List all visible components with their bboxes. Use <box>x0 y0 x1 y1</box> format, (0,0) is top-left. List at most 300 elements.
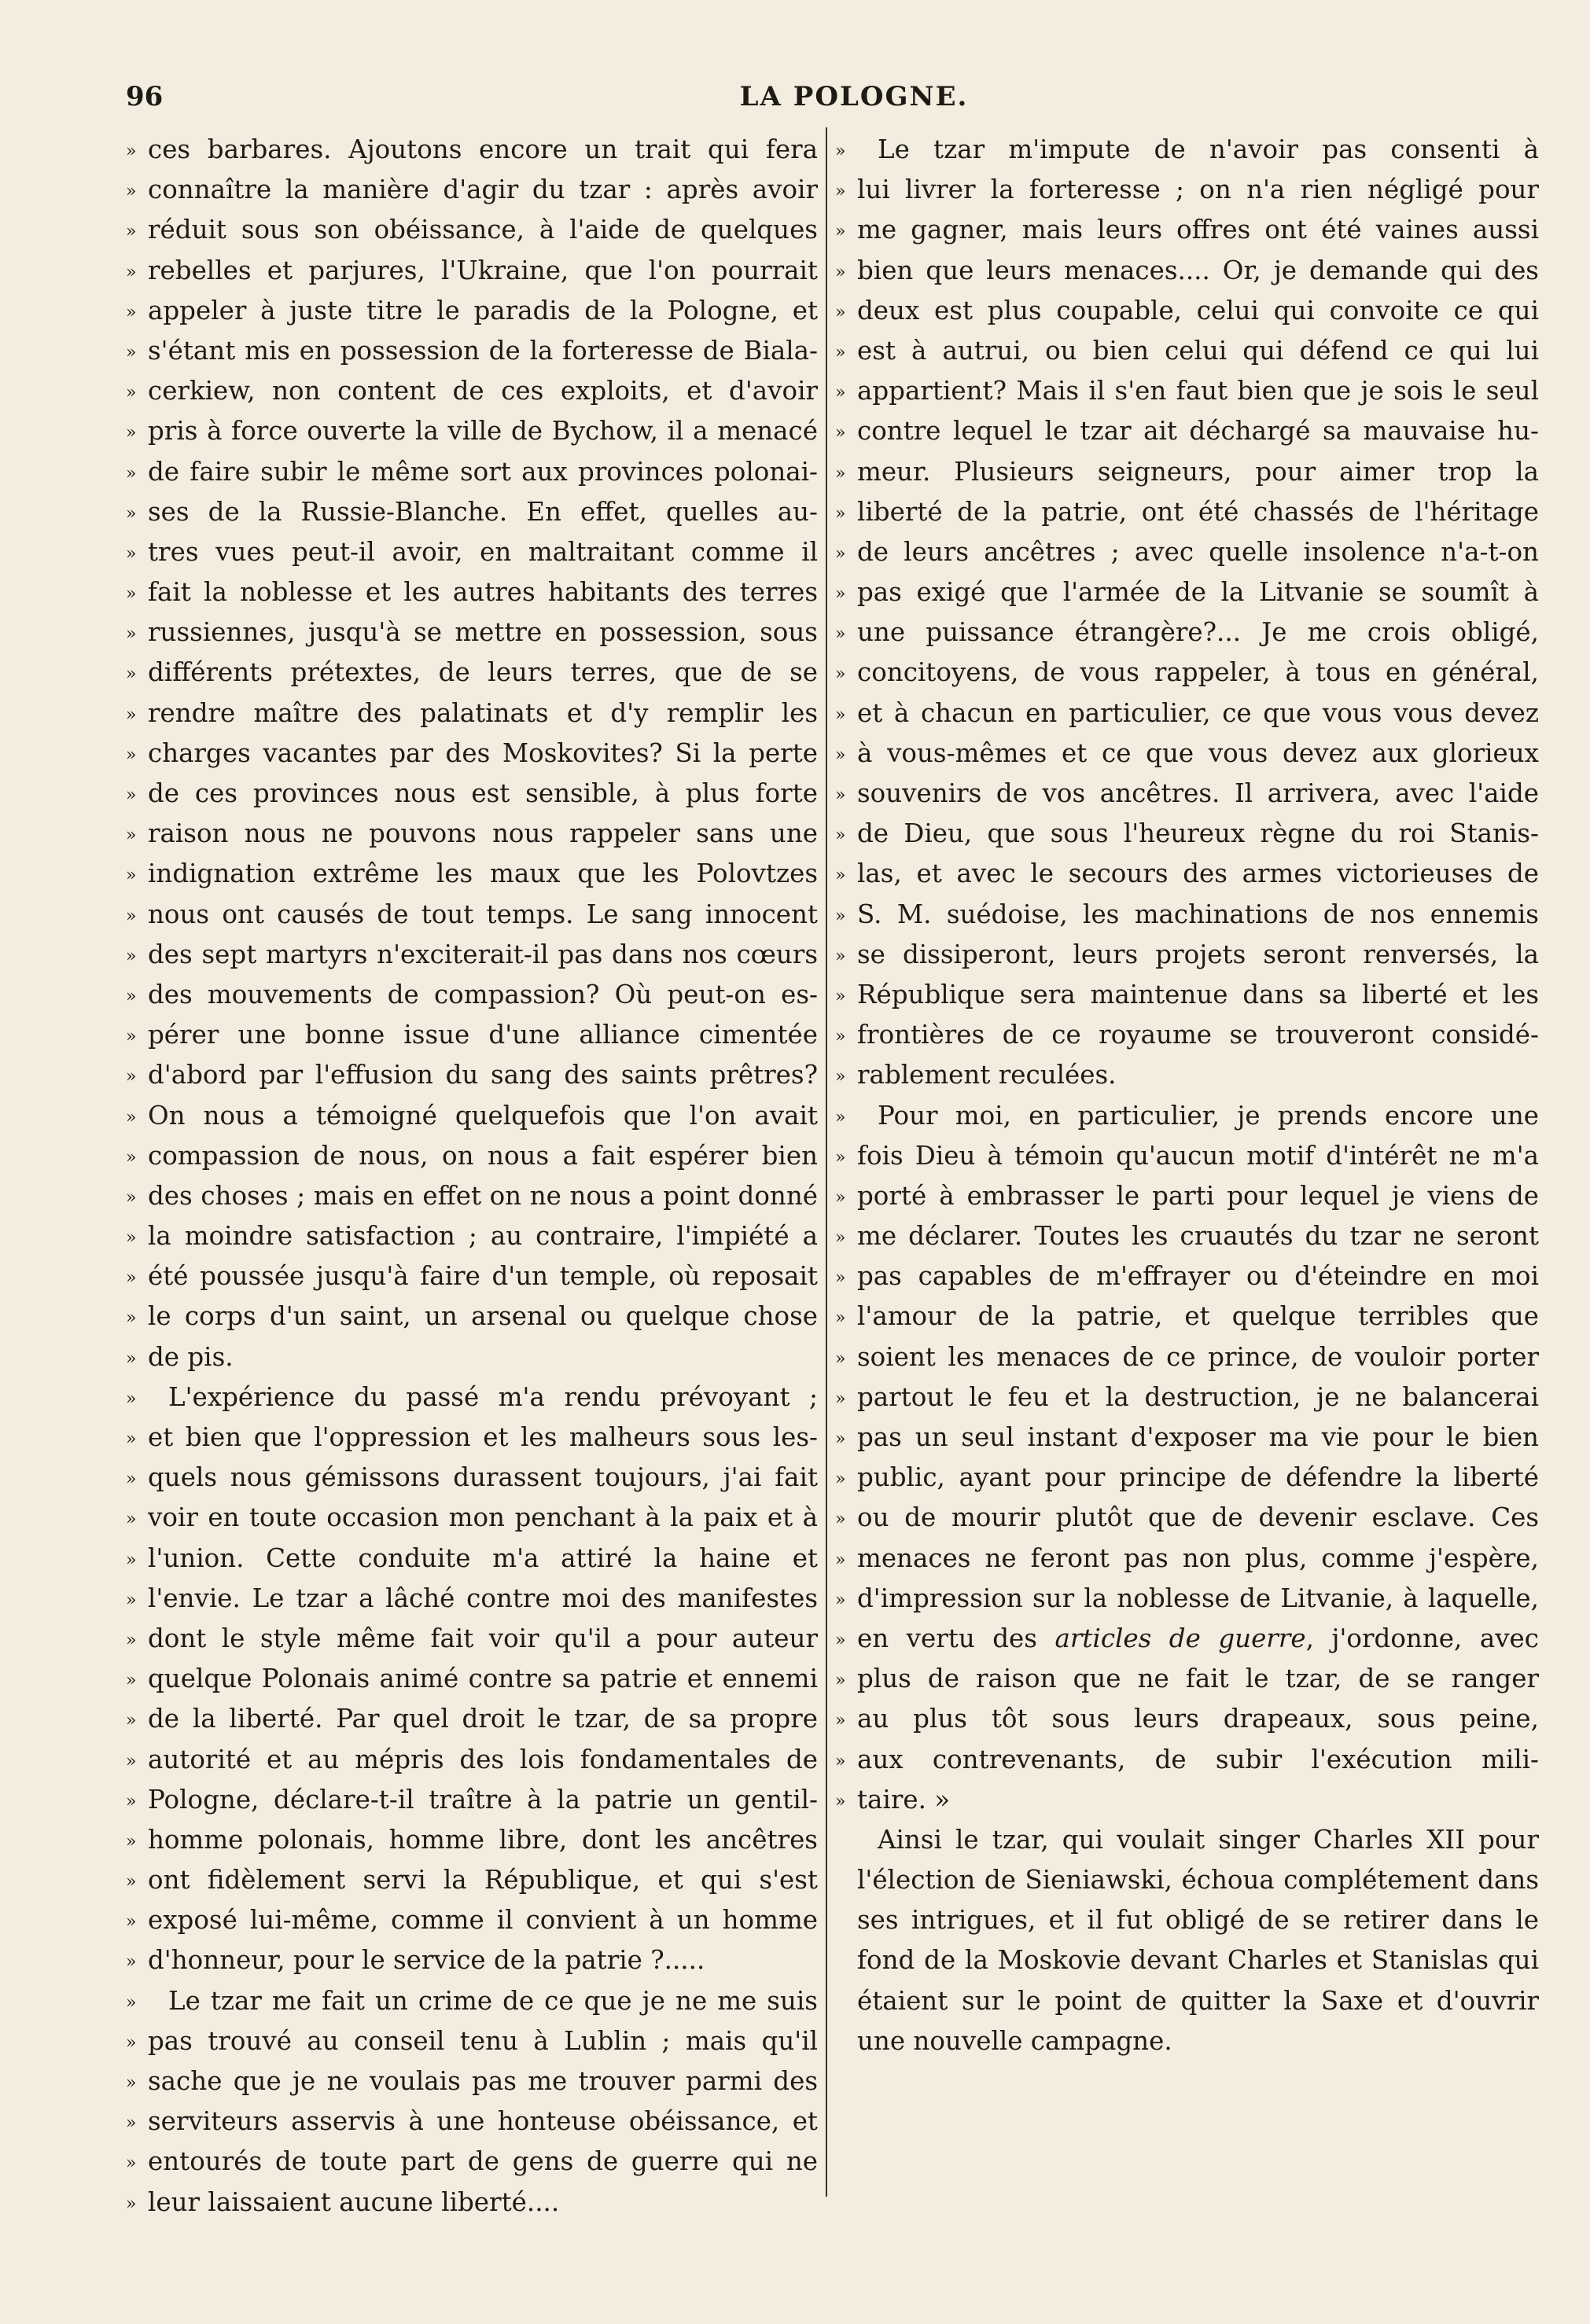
text-line <box>126 975 818 1015</box>
quote-mark: » <box>835 423 846 443</box>
text-line <box>126 210 818 250</box>
line-text: plus de raison que ne fait le tzar, de se ranger <box>857 1664 1539 1694</box>
quote-mark: » <box>835 543 846 564</box>
line-text: entourés de toute part de gens de guerre qui ne <box>148 2146 818 2177</box>
quote-mark: » <box>126 1711 137 1731</box>
line-text: voir en toute occasion mon penchant à la paix et à <box>148 1502 818 1533</box>
line-text: à vous-mêmes et ce que vous devez aux glorieux <box>857 737 1539 768</box>
text-line <box>835 1418 1539 1458</box>
line-text: sache que je ne voulais pas me trouver parmi des <box>148 2066 818 2096</box>
line-text: quelque Polonais animé contre sa patrie et ennemi <box>148 1664 818 1694</box>
text-line <box>835 1498 1539 1538</box>
text-line <box>835 532 1539 572</box>
text-line <box>126 1780 818 1820</box>
text-line <box>835 452 1539 492</box>
text-line <box>126 1216 818 1256</box>
quote-mark: » <box>835 584 846 605</box>
page-header <box>126 81 1535 128</box>
line-text: Pologne, déclare-t-il traître à la patrie un gentil- <box>148 1784 818 1815</box>
line-text: l'élection de Sieniawski, échoua complétement dans <box>857 1865 1539 1896</box>
line-text: pas trouvé au conseil tenu à Lublin ; mais qu'il <box>148 2025 818 2056</box>
text-line <box>126 1096 818 1136</box>
line-text: d'abord par l'effusion du sang des saints prêtres? <box>148 1060 818 1090</box>
quote-mark: » <box>126 1992 137 2013</box>
text-line <box>126 1981 818 2021</box>
text-line <box>126 2021 818 2061</box>
line-text: fond de la Moskovie devant Charles et Stanislas qui <box>857 1945 1539 1976</box>
text-line <box>126 612 818 653</box>
quote-mark: » <box>126 624 137 645</box>
line-text: étaient sur le point de quitter la Saxe et d'ouvrir <box>857 1985 1539 2016</box>
line-text: différents prétextes, de leurs terres, que de se <box>148 657 818 688</box>
text-line <box>835 774 1539 814</box>
italic-text: articles de guerre <box>1054 1623 1306 1653</box>
text-line <box>126 734 818 774</box>
text-line <box>835 1015 1539 1055</box>
line-text: l'envie. Le tzar a lâché contre moi des manifestes <box>148 1583 818 1613</box>
line-text: raison nous ne pouvons nous rappeler sans une <box>148 818 818 849</box>
running-title: LA POLOGNE. <box>739 81 969 112</box>
text-line <box>835 734 1539 774</box>
quote-mark: » <box>835 1791 846 1811</box>
line-text: Pour moi, en particulier, je prends encore une <box>878 1100 1539 1131</box>
line-text: fait la noblesse et les autres habitants des terres <box>148 577 818 608</box>
line-text: ces barbares. Ajoutons encore un trait qui fera <box>148 134 818 164</box>
quote-mark: » <box>835 222 846 242</box>
quote-mark: » <box>835 1268 846 1289</box>
text-line <box>835 1619 1539 1659</box>
text-line <box>126 2182 818 2223</box>
line-text: pas exigé que l'armée de la Litvanie se soumît à <box>857 577 1539 608</box>
text-line <box>835 291 1539 331</box>
line-text: rebelles et parjures, l'Ukraine, que l'on pourrait <box>148 255 818 285</box>
text-line <box>126 1539 818 1579</box>
quote-mark: » <box>835 704 846 725</box>
line-text: de pis. <box>148 1341 234 1372</box>
text-line <box>126 1820 818 1860</box>
text-line <box>835 1860 1539 1900</box>
quote-mark: » <box>835 463 846 484</box>
quote-mark: » <box>835 986 846 1006</box>
text-line <box>835 170 1539 210</box>
quote-mark: » <box>835 1027 846 1047</box>
line-text: tres vues peut-il avoir, en maltraitant comme il <box>148 536 818 567</box>
quote-mark: » <box>126 584 137 605</box>
line-text: deux est plus coupable, celui qui convoite ce qui <box>857 295 1539 325</box>
quote-mark: » <box>835 1348 846 1369</box>
text-line <box>126 1458 818 1498</box>
text-line <box>126 1619 818 1659</box>
quote-mark: » <box>835 1187 846 1208</box>
text-line <box>835 612 1539 653</box>
page-number: 96 <box>126 81 164 112</box>
line-text: autorité et au mépris des lois fondamentales de <box>148 1744 818 1774</box>
text-line <box>835 1458 1539 1498</box>
line-text: ses intrigues, et il fut obligé de se retirer dans le <box>857 1905 1539 1936</box>
text-line <box>126 1900 818 1940</box>
text-line <box>835 814 1539 854</box>
text-line <box>126 1015 818 1055</box>
line-text: et à chacun en particulier, ce que vous vous devez <box>857 697 1539 728</box>
line-text: ou de mourir plutôt que de devenir esclave. Ces <box>857 1502 1539 1533</box>
text-line <box>835 572 1539 612</box>
text-line <box>126 1296 818 1337</box>
text-line <box>126 854 818 894</box>
text-line <box>126 1136 818 1176</box>
line-text: Le tzar me fait un crime de ce que je ne me suis <box>168 1985 818 2016</box>
line-text: de ces provinces nous est sensible, à plus forte <box>148 778 818 808</box>
line-text: ont fidèlement servi la République, et qui s'est <box>148 1865 818 1896</box>
text-line <box>126 2102 818 2142</box>
text-line <box>835 1579 1539 1619</box>
text-line <box>126 1579 818 1619</box>
line-text: nous ont causés de tout temps. Le sang innocent <box>148 899 818 929</box>
text-line <box>126 895 818 935</box>
line-text: meur. Plusieurs seigneurs, pour aimer trop la <box>857 456 1539 487</box>
text-line <box>835 1096 1539 1136</box>
text-line <box>835 2021 1539 2061</box>
text-line <box>835 1659 1539 1699</box>
line-text: homme polonais, homme libre, dont les ancêtres <box>148 1824 818 1855</box>
text-line <box>835 1699 1539 1739</box>
quote-mark: » <box>835 1308 846 1329</box>
quote-mark: » <box>835 1147 846 1168</box>
text-line <box>835 1256 1539 1296</box>
text-line <box>126 130 818 170</box>
line-text: réduit sous son obéissance, à l'aide de quelques <box>148 215 818 245</box>
quote-mark: » <box>126 1791 137 1811</box>
text-line <box>835 331 1539 371</box>
text-line <box>835 975 1539 1015</box>
line-text: quels nous gémissons durassent toujours, j'ai fait <box>148 1462 818 1493</box>
line-text: est à autrui, ou bien celui qui défend ce qui lui <box>857 335 1539 366</box>
text-line <box>126 1659 818 1699</box>
line-text: pas un seul instant d'exposer ma vie pour le bien <box>857 1422 1539 1452</box>
quote-mark: » <box>126 1067 137 1087</box>
quote-mark: » <box>835 1429 846 1449</box>
text-line <box>835 1377 1539 1418</box>
quote-mark: » <box>126 745 137 765</box>
text-line <box>126 170 818 210</box>
line-text: contre lequel le tzar ait déchargé sa mauvaise hu- <box>857 416 1539 447</box>
quote-mark: » <box>126 1308 137 1329</box>
text-line <box>126 774 818 814</box>
quote-mark: » <box>126 463 137 484</box>
quote-mark: » <box>126 1469 137 1490</box>
line-text: Ainsi le tzar, qui voulait singer Charles XII pour <box>878 1824 1539 1855</box>
line-text: bien que leurs menaces.... Or, je demande qui des <box>857 255 1539 285</box>
quote-mark: » <box>126 1550 137 1570</box>
quote-mark: » <box>126 142 137 161</box>
text-line <box>835 1055 1539 1095</box>
quote-mark: » <box>835 664 846 685</box>
quote-mark: » <box>126 503 137 524</box>
text-line <box>126 411 818 451</box>
line-text: souvenirs de vos ancêtres. Il arrivera, avec l'aide <box>857 778 1539 808</box>
quote-mark: » <box>835 1751 846 1771</box>
text-line <box>126 693 818 734</box>
text-line <box>835 1216 1539 1256</box>
line-text: des sept martyrs n'exciterait-il pas dans nos cœurs <box>148 939 818 969</box>
quote-mark: » <box>835 745 846 765</box>
quote-mark: » <box>835 624 846 645</box>
text-line <box>126 331 818 371</box>
line-text: menaces ne feront pas non plus, comme j'espère, <box>857 1543 1539 1573</box>
quote-mark: » <box>126 342 137 362</box>
line-text: , j'ordonne, avec <box>1305 1623 1539 1653</box>
line-text: L'expérience du passé m'a rendu prévoyant ; <box>168 1381 818 1412</box>
text-line <box>835 1176 1539 1216</box>
line-text: se dissiperont, leurs projets seront renversés, la <box>857 939 1539 969</box>
line-text: l'amour de la patrie, et quelque terribles que <box>857 1301 1539 1332</box>
text-line <box>126 1860 818 1900</box>
quote-mark: » <box>835 1107 846 1127</box>
quote-mark: » <box>835 1509 846 1530</box>
quote-mark: » <box>126 785 137 805</box>
quote-mark: » <box>126 1509 137 1530</box>
line-text: de Dieu, que sous l'heureux règne du roi Stanis- <box>857 818 1539 849</box>
text-line <box>835 492 1539 532</box>
line-text: appeler à juste titre le paradis de la Pologne, et <box>148 295 818 325</box>
line-text: las, et avec le secours des armes victorieuses de <box>857 859 1539 889</box>
line-text: serviteurs asservis à une honteuse obéissance, et <box>148 2106 818 2137</box>
quote-mark: » <box>126 704 137 725</box>
text-line <box>126 492 818 532</box>
quote-mark: » <box>126 1952 137 1973</box>
quote-mark: » <box>126 2193 137 2214</box>
line-text: en vertu des <box>857 1623 1055 1653</box>
quote-mark: » <box>126 2113 137 2134</box>
text-line <box>126 1699 818 1739</box>
line-text: d'impression sur la noblesse de Litvanie, à laquelle, <box>857 1583 1539 1613</box>
quote-mark: » <box>835 826 846 846</box>
line-text: le corps d'un saint, un arsenal ou quelque chose <box>148 1301 818 1332</box>
line-text: russiennes, jusqu'à se mettre en possession, sous <box>148 617 818 648</box>
right-column <box>835 130 1539 2061</box>
quote-mark: » <box>126 1671 137 1691</box>
quote-mark: » <box>835 785 846 805</box>
line-text: République sera maintenue dans sa liberté et les <box>857 979 1539 1009</box>
quote-mark: » <box>835 302 846 322</box>
line-text: liberté de la patrie, ont été chassés de l'héritage <box>857 496 1539 527</box>
quote-mark: » <box>126 986 137 1006</box>
quote-mark: » <box>126 1872 137 1892</box>
quote-mark: » <box>126 1590 137 1610</box>
quote-mark: » <box>126 664 137 685</box>
line-text: concitoyens, de vous rappeler, à tous en général, <box>857 657 1539 688</box>
line-text: soient les menaces de ce prince, de vouloir porter <box>857 1341 1539 1372</box>
quote-mark: » <box>835 1630 846 1650</box>
quote-mark: » <box>835 1067 846 1087</box>
text-line <box>835 935 1539 975</box>
quote-mark: » <box>126 1912 137 1932</box>
line-text: de faire subir le même sort aux provinces polonai- <box>148 456 818 487</box>
quote-mark: » <box>126 1107 137 1127</box>
quote-mark: » <box>126 2073 137 2093</box>
quote-mark: » <box>835 1469 846 1490</box>
text-line <box>126 1377 818 1418</box>
text-line <box>126 1418 818 1458</box>
quote-mark: » <box>126 866 137 886</box>
quote-mark: » <box>126 383 137 403</box>
quote-mark: » <box>835 383 846 403</box>
text-line <box>126 371 818 411</box>
quote-mark: » <box>126 423 137 443</box>
text-line <box>835 371 1539 411</box>
text-line <box>126 1940 818 1980</box>
text-line <box>835 1740 1539 1780</box>
quote-mark: » <box>126 1228 137 1248</box>
line-text: et bien que l'oppression et les malheurs sous les- <box>148 1422 818 1452</box>
quote-mark: » <box>126 2032 137 2053</box>
quote-mark: » <box>126 906 137 926</box>
text-line <box>835 130 1539 170</box>
line-text: appartient? Mais il s'en faut bien que je sois le seul <box>857 376 1539 406</box>
line-text: fois Dieu à témoin qu'aucun motif d'intérêt ne m'a <box>857 1140 1539 1171</box>
line-text: exposé lui-même, comme il convient à un homme <box>148 1905 818 1936</box>
quote-mark: » <box>835 342 846 362</box>
quote-mark: » <box>835 906 846 926</box>
text-line <box>835 1296 1539 1337</box>
quote-mark: » <box>835 503 846 524</box>
line-text: cerkiew, non content de ces exploits, et d'avoir <box>148 376 818 406</box>
quote-mark: » <box>126 1147 137 1168</box>
text-line <box>835 1337 1539 1377</box>
text-line <box>126 2142 818 2182</box>
text-line <box>835 895 1539 935</box>
text-line <box>126 1337 818 1377</box>
line-text: indignation extrême les maux que les Polovtzes <box>148 859 818 889</box>
line-text: me gagner, mais leurs offres ont été vaines aussi <box>857 215 1539 245</box>
quote-mark: » <box>835 1388 846 1409</box>
quote-mark: » <box>126 1751 137 1771</box>
quote-mark: » <box>835 946 846 966</box>
quote-mark: » <box>126 2153 137 2174</box>
quote-mark: » <box>126 182 137 202</box>
line-text: pas capables de m'effrayer ou d'éteindre en moi <box>857 1261 1539 1292</box>
line-text: On nous a témoigné quelquefois que l'on avait <box>148 1100 818 1131</box>
line-text: partout le feu et la destruction, je ne balancerai <box>857 1381 1539 1412</box>
line-text: charges vacantes par des Moskovites? Si la perte <box>148 737 818 768</box>
quote-mark: » <box>835 1671 846 1691</box>
line-text: public, ayant pour principe de défendre la liberté <box>857 1462 1539 1493</box>
quote-mark: » <box>126 262 137 282</box>
line-text: des choses ; mais en effet on ne nous a point donné <box>148 1180 818 1211</box>
quote-mark: » <box>126 946 137 966</box>
text-line <box>126 2061 818 2102</box>
text-line <box>126 452 818 492</box>
quote-mark: » <box>835 1711 846 1731</box>
text-line <box>126 814 818 854</box>
text-line <box>835 1940 1539 1980</box>
quote-mark: » <box>126 543 137 564</box>
text-line <box>835 1136 1539 1176</box>
quote-mark: » <box>126 1831 137 1851</box>
quote-mark: » <box>835 182 846 202</box>
quote-mark: » <box>835 1550 846 1570</box>
line-text: été poussée jusqu'à faire d'un temple, où reposait <box>148 1261 818 1292</box>
line-text: S. M. suédoise, les machinations de nos ennemis <box>857 899 1539 929</box>
line-text: de la liberté. Par quel droit le tzar, de sa propre <box>148 1704 818 1734</box>
quote-mark: » <box>126 1388 137 1409</box>
line-text: d'honneur, pour le service de la patrie ?..... <box>148 1945 705 1976</box>
text-line <box>126 532 818 572</box>
quote-mark: » <box>835 262 846 282</box>
line-text: s'étant mis en possession de la forteresse de Biala- <box>148 335 818 366</box>
text-line <box>835 693 1539 734</box>
line-text: taire. » <box>857 1784 951 1815</box>
quote-mark: » <box>835 142 846 161</box>
text-line <box>126 935 818 975</box>
line-text: aux contrevenants, de subir l'exécution mili- <box>857 1744 1539 1774</box>
text-line <box>126 653 818 693</box>
text-line <box>126 291 818 331</box>
line-text: me déclarer. Toutes les cruautés du tzar ne seront <box>857 1221 1539 1252</box>
text-line <box>835 1539 1539 1579</box>
text-line <box>835 854 1539 894</box>
quote-mark: » <box>126 302 137 322</box>
text-line <box>835 411 1539 451</box>
text-line <box>835 210 1539 250</box>
quote-mark: » <box>126 1348 137 1369</box>
text-line <box>835 1780 1539 1820</box>
line-text: porté à embrasser le parti pour lequel je viens de <box>857 1180 1539 1211</box>
line-text: de leurs ancêtres ; avec quelle insolence n'a-t-on <box>857 536 1539 567</box>
text-line <box>126 251 818 291</box>
quote-mark: » <box>126 222 137 242</box>
line-text: une puissance étrangère?... Je me crois obligé, <box>857 617 1539 648</box>
line-text: frontières de ce royaume se trouveront considé- <box>857 1020 1539 1050</box>
line-text: au plus tôt sous leurs drapeaux, sous peine, <box>857 1704 1539 1734</box>
line-text: rendre maître des palatinats et d'y remplir les <box>148 697 818 728</box>
text-line <box>126 1176 818 1216</box>
left-column <box>126 130 818 2223</box>
line-text: pris à force ouverte la ville de Bychow, il a menacé <box>148 416 818 447</box>
quote-mark: » <box>126 1187 137 1208</box>
text-line <box>835 251 1539 291</box>
text-line <box>835 1820 1539 1860</box>
line-text: leur laissaient aucune liberté.... <box>148 2186 560 2217</box>
text-line <box>126 1256 818 1296</box>
quote-mark: » <box>126 1027 137 1047</box>
quote-mark: » <box>835 866 846 886</box>
quote-mark: » <box>835 1228 846 1248</box>
quote-mark: » <box>126 1429 137 1449</box>
quote-mark: » <box>126 1630 137 1650</box>
text-line <box>835 1900 1539 1940</box>
text-line <box>126 572 818 612</box>
text-line <box>126 1740 818 1780</box>
column-divider <box>826 127 827 2197</box>
line-text: compassion de nous, on nous a fait espérer bien <box>148 1140 818 1171</box>
line-text: la moindre satisfaction ; au contraire, l'impiété a <box>148 1221 818 1252</box>
quote-mark: » <box>835 1590 846 1610</box>
text-line <box>835 1981 1539 2021</box>
line-text: connaître la manière d'agir du tzar : après avoir <box>148 175 818 205</box>
text-line <box>126 1055 818 1095</box>
line-text: pérer une bonne issue d'une alliance cimentée <box>148 1020 818 1050</box>
quote-mark: » <box>126 1268 137 1289</box>
line-text: ses de la Russie-Blanche. En effet, quelles au- <box>148 496 818 527</box>
line-text: lui livrer la forteresse ; on n'a rien négligé pour <box>857 175 1539 205</box>
text-line <box>835 653 1539 693</box>
line-text: Le tzar m'impute de n'avoir pas consenti à <box>878 134 1539 164</box>
line-text: dont le style même fait voir qu'il a pour auteur <box>148 1623 818 1653</box>
line-text: rablement reculées. <box>857 1060 1117 1090</box>
quote-mark: » <box>126 826 137 846</box>
line-text: une nouvelle campagne. <box>857 2025 1172 2056</box>
line-text: des mouvements de compassion? Où peut-on es- <box>148 979 818 1009</box>
